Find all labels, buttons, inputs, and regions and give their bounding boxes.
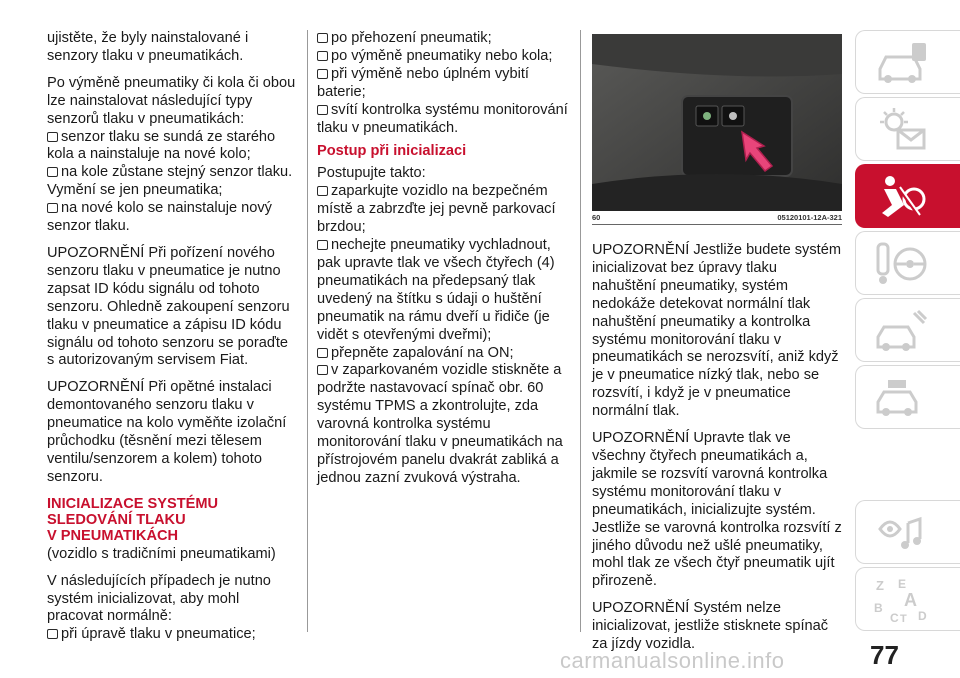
checkbox-bullet-icon (317, 365, 328, 375)
figure-code: 05120101-12A-321 (777, 213, 842, 222)
bullet-item (317, 183, 569, 237)
checkbox-bullet-icon (47, 132, 58, 142)
tab-safety[interactable] (855, 164, 960, 228)
bullet-item (317, 102, 569, 138)
checkbox-bullet-icon (317, 51, 328, 61)
tab-starting-driving[interactable] (855, 231, 960, 295)
car-service-icon (874, 307, 930, 355)
svg-text:T: T (900, 613, 907, 624)
bullet-text: zaparkujte vozidlo na bezpečném místě a zabrzďte jej pevně parkovací brzdou; (317, 183, 556, 236)
tab-emergency[interactable] (855, 298, 960, 362)
bullet-item (47, 164, 299, 200)
checkbox-bullet-icon (47, 629, 58, 639)
bullet-item (47, 200, 299, 236)
svg-text:Z: Z (876, 578, 884, 593)
checkbox-bullet-icon (317, 348, 328, 358)
svg-text:E: E (898, 577, 907, 591)
heading-line: INICIALIZACE SYSTÉMU (47, 495, 219, 512)
section-heading (47, 496, 299, 544)
bullet-text: v zaparkovaném vozidle stiskněte a podržte nastavovací spínač obr. 60 systému TPMS a zkontrolujte, zda varovná kontrolka systému monitorování tlaku v pneumatikách na přístrojovém panelu dvakrát zabliká a jednou zazní zvuková výstraha. (317, 362, 563, 486)
page-number: 77 (870, 640, 899, 670)
tab-index[interactable] (855, 567, 960, 631)
figure-caption (592, 213, 842, 223)
bullet-text: nechejte pneumatiky vychladnout, pak upravte tlak ve všech čtyřech (4) pneumatikách na předepsaný tlak uvedený na štítku s údaji o huštění pneumatik na rámu dveří u řidiče (je vidět s otevřenými dveřmi); (317, 237, 555, 343)
svg-text:C: C (890, 611, 899, 624)
airbag-safety-icon (874, 173, 930, 221)
checkbox-bullet-icon (317, 69, 328, 79)
tab-warning-lights[interactable] (855, 97, 960, 161)
paragraph: (vozidlo s tradičními pneumatikami) (47, 545, 276, 562)
multimedia-icon (874, 509, 930, 557)
warning-paragraph: UPOZORNĚNÍ Jestliže budete systém inicializovat bez úpravy tlaku nahuštění pneumatiky, systém nedokáže detekovat normální tlak nahuštění pneumatiky a kontrolka systému monitorování tlaku v pneumatikách se nerozsvítí, aniž když je v pneumatice nízký tlak, nebo se rozsvítí, i když je v pneumatice normální tlak. (592, 242, 841, 420)
warning-paragraph: UPOZORNĚNÍ Při pořízení nového senzoru tlaku v pneumatice je nutno zapsat ID kódu signálu od tohoto senzoru. Ohledně zakoupení senzoru tlaku v pneumatice a zápisu ID kódu signálu od tohoto senzoru se poraďte s autorizovaným servisem Fiat. (47, 244, 290, 369)
warning-paragraph: UPOZORNĚNÍ Systém nelze inicializovat, jestliže stisknete spínač za jízdy vozidla. (592, 600, 829, 653)
svg-text:A: A (904, 590, 917, 610)
column-1 (47, 30, 299, 644)
bullet-item (317, 237, 569, 344)
car-info-icon (874, 39, 930, 87)
bullet-item (317, 66, 569, 102)
figure-number: 60 (592, 213, 601, 222)
checkbox-bullet-icon (317, 186, 328, 196)
bullet-text: při výměně nebo úplném vybití baterie; (317, 65, 529, 100)
paragraph: Postupujte takto: (317, 165, 426, 182)
checkbox-bullet-icon (317, 105, 328, 115)
paragraph: V následujících případech je nutno systém inicializovat, aby mohl pracovat normálně: (47, 572, 271, 625)
column-3 (592, 242, 844, 663)
heading-line: SLEDOVÁNÍ TLAKU (47, 511, 186, 528)
bullet-item (317, 345, 569, 363)
column-divider (307, 30, 308, 632)
bullet-text: při úpravě tlaku v pneumatice; (61, 626, 256, 643)
checkbox-bullet-icon (47, 203, 58, 213)
wrench-car-icon (874, 374, 930, 422)
tab-car-info[interactable] (855, 30, 960, 94)
bullet-item (317, 362, 569, 487)
paragraph: ujistěte, že byly nainstalované i senzory tlaku v pneumatikách. (47, 30, 249, 64)
tab-maintenance[interactable] (855, 365, 960, 429)
dashboard-switch-photo (592, 34, 842, 211)
warning-paragraph: UPOZORNĚNÍ Při opětné instalaci demontovaného senzoru tlaku v pneumatice na kolo vyměňte izolační průchodku (těsnění mezi tělesem ventilu/senzorem a kolem) tohoto senzoru. (47, 379, 287, 485)
watermark: carmanualsonline.info (560, 648, 785, 673)
bullet-text: po výměně pneumatiky nebo kola; (331, 47, 553, 64)
bullet-text: na nové kolo se nainstaluje nový senzor tlaku. (47, 200, 272, 235)
checkbox-bullet-icon (317, 33, 328, 43)
bullet-text: přepněte zapalování na ON; (331, 344, 514, 361)
paragraph: Po výměně pneumatiky či kola či obou lze nainstalovat následující typy senzorů tlaku v pneumatikách: (47, 74, 296, 127)
svg-text:B: B (874, 601, 883, 615)
bullet-text: na kole zůstane stejný senzor tlaku. Vymění se jen pneumatika; (47, 164, 293, 199)
column-2 (317, 30, 569, 488)
bullet-item (317, 30, 569, 48)
photo-illustration (592, 34, 842, 211)
alphabet-index-icon (874, 576, 930, 624)
bullet-item (47, 626, 299, 644)
checkbox-bullet-icon (47, 167, 58, 177)
caption-rule (592, 224, 842, 225)
warning-lights-icon (874, 106, 930, 154)
subsection-heading: Postup při inicializaci (317, 143, 467, 160)
key-steering-icon (874, 240, 930, 288)
checkbox-bullet-icon (317, 240, 328, 250)
bullet-item (317, 48, 569, 66)
bullet-item (47, 129, 299, 165)
bullet-text: senzor tlaku se sundá ze starého kola a nainstaluje na nové kolo; (47, 128, 276, 163)
bullet-text: svítí kontrolka systému monitorování tlaku v pneumatikách. (317, 101, 568, 136)
heading-line: V PNEUMATIKÁCH (47, 527, 179, 544)
svg-text:D: D (918, 609, 927, 623)
bullet-text: po přehození pneumatik; (331, 30, 492, 46)
column-divider (580, 30, 581, 632)
tab-multimedia[interactable] (855, 500, 960, 564)
warning-paragraph: UPOZORNĚNÍ Upravte tlak ve všechny čtyřech pneumatikách a, jakmile se rozsvítí varovná kontrolka systému monitorování tlaku v pneumatikách, inicializujte systém. Jestliže se varovná kontrolka rozsvítí z jiného důvodu než ušlé pneumatiky, mohl tlak ze všech čtyř pneumatik ujít přirozeně. (592, 430, 842, 590)
